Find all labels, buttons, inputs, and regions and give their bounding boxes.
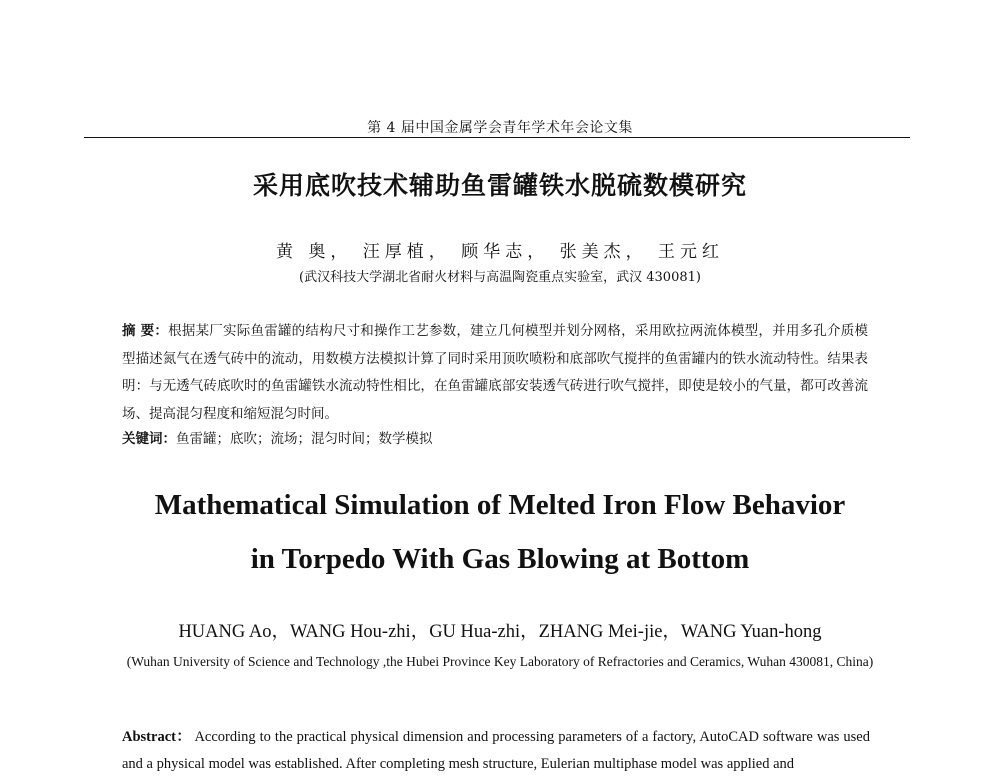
chinese-keywords-label: 关键词： [122,431,176,447]
english-title-line-2: in Torpedo With Gas Blowing at Bottom [250,543,750,575]
chinese-abstract [122,318,868,428]
running-header: 第 4 届中国金属学会青年学术年会论文集 [367,120,633,136]
chinese-affiliation: (武汉科技大学湖北省耐火材料与高温陶瓷重点实验室，武汉 430081) [299,270,701,285]
english-affiliation: (Wuhan University of Science and Technology ,the Hubei Province Key Laboratory of Refractories and Ceramics, Wuhan 430081, China) [126,654,874,669]
chinese-abstract-label: 摘 要： [122,323,169,339]
chinese-title: 采用底吹技术辅助鱼雷罐铁水脱硫数模研究 [252,171,747,200]
chinese-abstract-text: 根据某厂实际鱼雷罐的结构尺寸和操作工艺参数，建立几何模型并划分网格，采用欧拉两流体模型，并用多孔介质模型描述氮气在透气砖中的流动，用数模方法模拟计算了同时采用顶吹喷粉和底部吹气搅拌的鱼雷罐内的铁水流动特性。结果表明：与无透气砖底吹时的鱼雷罐铁水流动特性相比，在鱼雷罐底部安装透气砖进行吹气搅拌，即使是较小的气量，都可改善流场、提高混匀程度和缩短混匀时间。 [122,323,869,422]
header-rule [84,137,910,138]
english-authors: HUANG Ao，WANG Hou-zhi，GU Hua-zhi，ZHANG Mei-jie，WANG Yuan-hong [178,622,822,642]
english-abstract [122,724,870,778]
english-abstract-label: Abstract： [122,729,192,745]
chinese-authors: 黄 奥， 汪厚植， 顾华志， 张美杰， 王元红 [275,242,725,262]
english-title-line-1: Mathematical Simulation of Melted Iron Flow Behavior [154,489,846,521]
english-abstract-text: According to the practical physical dimension and processing parameters of a factory, AutoCAD software was used and a physical model was established. After completing mesh structure, Eulerian multiphase model was applied and [122,729,870,772]
chinese-keywords-text: 鱼雷罐；底吹；流场；混匀时间；数学模拟 [176,431,433,447]
chinese-keywords [122,429,868,449]
